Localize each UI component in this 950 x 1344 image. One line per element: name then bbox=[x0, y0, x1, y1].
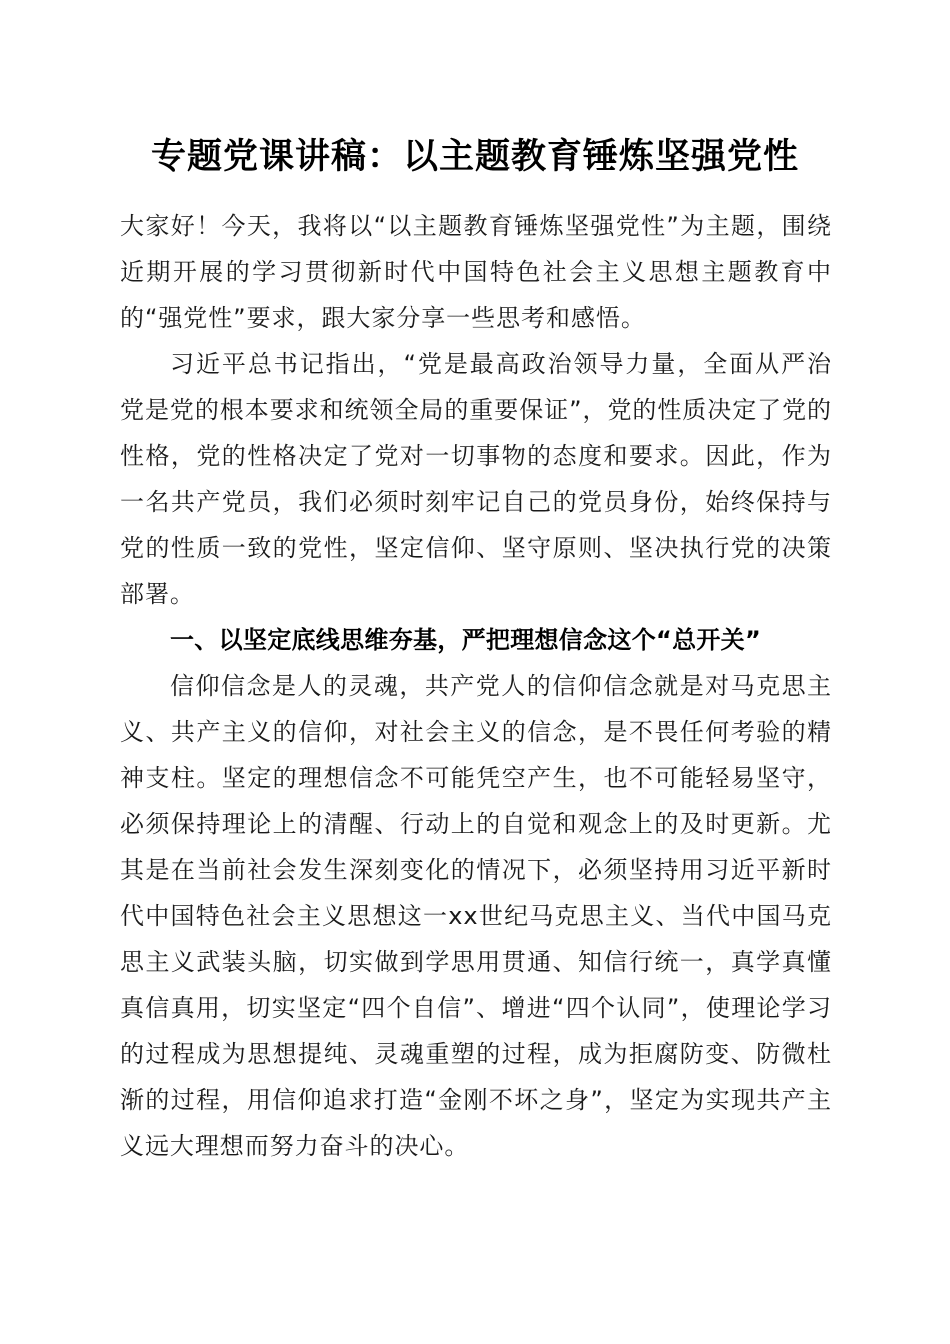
body-paragraph: 信仰信念是人的灵魂，共产党人的信仰信念就是对马克思主义、共产主义的信仰，对社会主义的信念，是不畏任何考验的精神支柱。坚定的理想信念不可能凭空产生，也不可能轻易坚守，必须保持理论上的清醒、行动上的自觉和观念上的及时更新。尤其是在当前社会发生深刻变化的情况下，必须坚持用习近平新时代中国特色社会主义思想这一xx世纪马克思主义、当代中国马克思主义武装头脑，切实做到学思用贯通、知信行统一，真学真懂真信真用，切实坚定“四个自信”、增进“四个认同”，使理论学习的过程成为思想提纯、灵魂重塑的过程，成为拒腐防变、防微杜渐的过程，用信仰追求打造“金刚不坏之身”，坚定为实现共产主义远大理想而努力奋斗的决心。 bbox=[120, 672, 832, 1160]
document-title: 专题党课讲稿：以主题教育锤炼坚强党性 bbox=[150, 136, 799, 177]
body-paragraph: 习近平总书记指出，“党是最高政治领导力量，全面从严治党是党的根本要求和统领全局的重要保证”，党的性质决定了党的性格，党的性格决定了党对一切事物的态度和要求。因此，作为一名共产党员，我们必须时刻牢记自己的党员身份，始终保持与党的性质一致的党性，坚定信仰、坚守原则、坚决执行党的决策部署。 bbox=[120, 350, 832, 608]
intro-paragraph: 大家好！今天，我将以“以主题教育锤炼坚强党性”为主题，围绕近期开展的学习贯彻新时代中国特色社会主义思想主题教育中的“强党性”要求，跟大家分享一些思考和感悟。 bbox=[120, 212, 832, 332]
document-body bbox=[120, 203, 832, 1169]
section-heading: 一、以坚定底线思维夯基，严把理想信念这个“总开关” bbox=[170, 626, 762, 654]
